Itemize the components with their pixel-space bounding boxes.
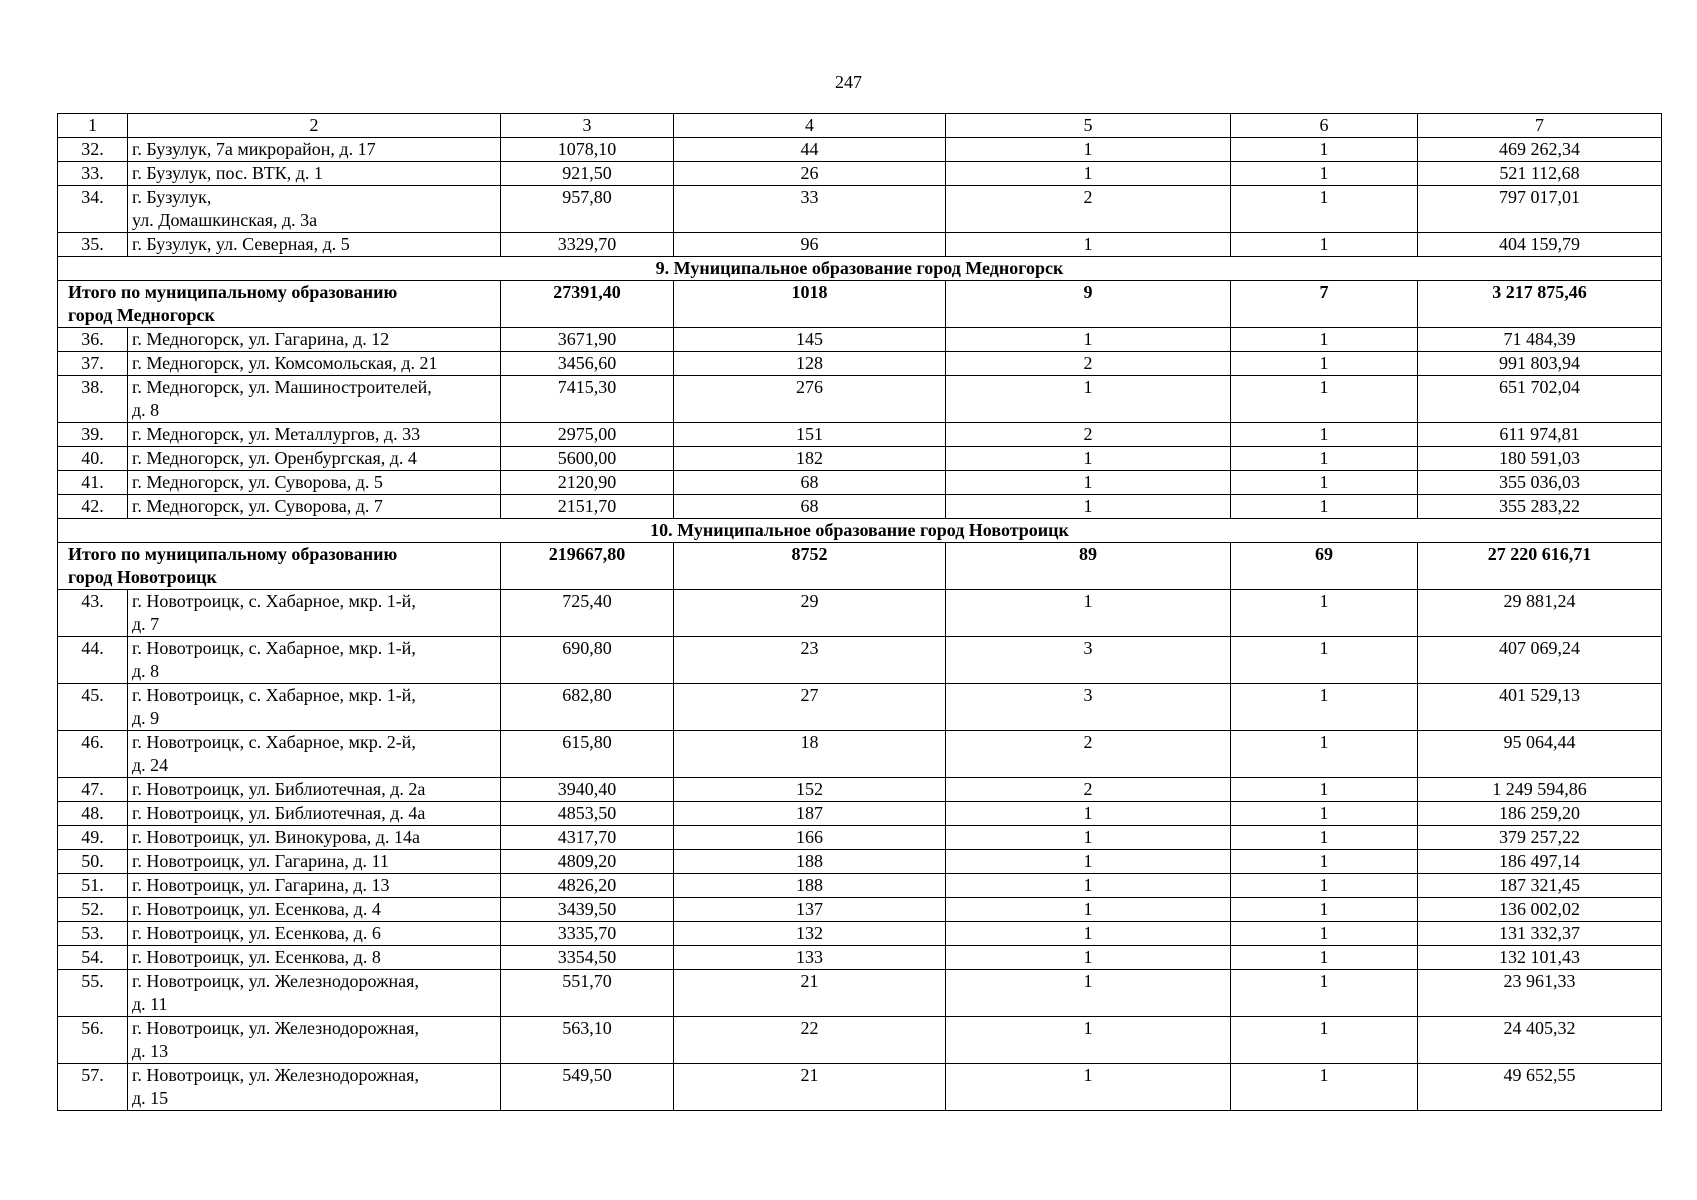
value-cell-c5: 1	[946, 850, 1231, 874]
total-row	[58, 543, 1662, 590]
cell-line: г. Новотроицк, ул. Есенкова, д. 8	[132, 947, 381, 967]
page-number: 247	[835, 72, 862, 92]
value-cell-c6: 1	[1231, 946, 1418, 970]
value-cell-c3: 4826,20	[501, 874, 674, 898]
address-cell	[128, 1064, 501, 1111]
table-row	[58, 471, 1662, 495]
value-cell-c7: 71 484,39	[1418, 328, 1662, 352]
cell-line: д. 9	[132, 708, 160, 728]
value-cell-c4: 21	[674, 970, 946, 1017]
value-cell-c5: 2	[946, 423, 1231, 447]
address-cell	[128, 447, 501, 471]
row-number: 34.	[58, 186, 128, 233]
table-row	[58, 1017, 1662, 1064]
table-row	[58, 590, 1662, 637]
value-cell-c7: 521 112,68	[1418, 162, 1662, 186]
total-value-c7: 27 220 616,71	[1418, 543, 1662, 590]
total-value-c5: 9	[946, 281, 1231, 328]
cell-line: Итого по муниципальному образованию	[68, 544, 398, 564]
address-cell	[128, 186, 501, 233]
value-cell-c7: 404 159,79	[1418, 233, 1662, 257]
value-cell-c3: 2120,90	[501, 471, 674, 495]
value-cell-c3: 921,50	[501, 162, 674, 186]
value-cell-c7: 379 257,22	[1418, 826, 1662, 850]
value-cell-c3: 690,80	[501, 637, 674, 684]
value-cell-c3: 4809,20	[501, 850, 674, 874]
address-cell	[128, 874, 501, 898]
address-cell	[128, 590, 501, 637]
value-cell-c7: 407 069,24	[1418, 637, 1662, 684]
table-row	[58, 826, 1662, 850]
value-cell-c3: 3354,50	[501, 946, 674, 970]
value-cell-c3: 3456,60	[501, 352, 674, 376]
address-cell	[128, 1017, 501, 1064]
cell-line: д. 13	[132, 1041, 169, 1061]
address-cell	[128, 826, 501, 850]
value-cell-c4: 44	[674, 138, 946, 162]
section-title: 9. Муниципальное образование город Медногорск	[58, 257, 1662, 281]
cell-line: г. Медногорск, ул. Машиностроителей,	[132, 377, 432, 397]
value-cell-c6: 1	[1231, 731, 1418, 778]
value-cell-c3: 551,70	[501, 970, 674, 1017]
value-cell-c5: 1	[946, 898, 1231, 922]
value-cell-c6: 1	[1231, 328, 1418, 352]
value-cell-c5: 3	[946, 684, 1231, 731]
cell-line: д. 7	[132, 614, 160, 634]
table-body	[58, 114, 1662, 1111]
value-cell-c5: 1	[946, 495, 1231, 519]
row-number: 40.	[58, 447, 128, 471]
value-cell-c3: 3940,40	[501, 778, 674, 802]
row-number: 50.	[58, 850, 128, 874]
cell-line: г. Медногорск, ул. Оренбургская, д. 4	[132, 448, 417, 468]
value-cell-c3: 5600,00	[501, 447, 674, 471]
value-cell-c4: 22	[674, 1017, 946, 1064]
table-row	[58, 423, 1662, 447]
value-cell-c6: 1	[1231, 850, 1418, 874]
cell-line: д. 8	[132, 400, 160, 420]
value-cell-c5: 1	[946, 162, 1231, 186]
value-cell-c6: 1	[1231, 233, 1418, 257]
value-cell-c4: 145	[674, 328, 946, 352]
value-cell-c7: 355 036,03	[1418, 471, 1662, 495]
table-row	[58, 233, 1662, 257]
cell-line: г. Новотроицк, ул. Гагарина, д. 11	[132, 851, 389, 871]
total-value-c4: 8752	[674, 543, 946, 590]
value-cell-c3: 2975,00	[501, 423, 674, 447]
cell-line: Итого по муниципальному образованию	[68, 282, 398, 302]
value-cell-c3: 1078,10	[501, 138, 674, 162]
total-value-c7: 3 217 875,46	[1418, 281, 1662, 328]
table-row	[58, 447, 1662, 471]
row-number: 41.	[58, 471, 128, 495]
value-cell-c3: 7415,30	[501, 376, 674, 423]
value-cell-c6: 1	[1231, 1017, 1418, 1064]
value-cell-c4: 133	[674, 946, 946, 970]
value-cell-c7: 611 974,81	[1418, 423, 1662, 447]
value-cell-c6: 1	[1231, 352, 1418, 376]
value-cell-c3: 957,80	[501, 186, 674, 233]
cell-line: д. 11	[132, 994, 168, 1014]
address-cell	[128, 898, 501, 922]
value-cell-c6: 1	[1231, 922, 1418, 946]
value-cell-c4: 276	[674, 376, 946, 423]
value-cell-c5: 1	[946, 233, 1231, 257]
cell-line: г. Бузулук, ул. Северная, д. 5	[132, 234, 350, 254]
address-cell	[128, 946, 501, 970]
row-number: 38.	[58, 376, 128, 423]
value-cell-c5: 1	[946, 922, 1231, 946]
row-number: 47.	[58, 778, 128, 802]
value-cell-c6: 1	[1231, 471, 1418, 495]
cell-line: г. Новотроицк, с. Хабарное, мкр. 1-й,	[132, 638, 416, 658]
table-row	[58, 328, 1662, 352]
table-row	[58, 637, 1662, 684]
table-row	[58, 186, 1662, 233]
cell-line: г. Новотроицк, с. Хабарное, мкр. 1-й,	[132, 591, 416, 611]
table-row	[58, 850, 1662, 874]
value-cell-c7: 469 262,34	[1418, 138, 1662, 162]
total-label	[58, 543, 501, 590]
row-number: 42.	[58, 495, 128, 519]
address-cell	[128, 637, 501, 684]
value-cell-c4: 166	[674, 826, 946, 850]
value-cell-c6: 1	[1231, 1064, 1418, 1111]
row-number: 53.	[58, 922, 128, 946]
value-cell-c3: 563,10	[501, 1017, 674, 1064]
value-cell-c5: 1	[946, 328, 1231, 352]
row-number: 39.	[58, 423, 128, 447]
section-header-row	[58, 257, 1662, 281]
address-cell	[128, 731, 501, 778]
total-row	[58, 281, 1662, 328]
value-cell-c6: 1	[1231, 447, 1418, 471]
table-row	[58, 874, 1662, 898]
address-cell	[128, 162, 501, 186]
value-cell-c5: 2	[946, 352, 1231, 376]
table-row	[58, 138, 1662, 162]
value-cell-c4: 23	[674, 637, 946, 684]
value-cell-c4: 152	[674, 778, 946, 802]
cell-line: г. Новотроицк, ул. Гагарина, д. 13	[132, 875, 390, 895]
address-cell	[128, 352, 501, 376]
value-cell-c5: 1	[946, 970, 1231, 1017]
table-row	[58, 684, 1662, 731]
value-cell-c5: 2	[946, 186, 1231, 233]
value-cell-c5: 1	[946, 376, 1231, 423]
total-value-c4: 1018	[674, 281, 946, 328]
value-cell-c4: 187	[674, 802, 946, 826]
row-number: 55.	[58, 970, 128, 1017]
address-cell	[128, 970, 501, 1017]
row-number: 57.	[58, 1064, 128, 1111]
cell-line: д. 24	[132, 755, 169, 775]
value-cell-c4: 26	[674, 162, 946, 186]
value-cell-c7: 136 002,02	[1418, 898, 1662, 922]
value-cell-c6: 1	[1231, 138, 1418, 162]
value-cell-c4: 68	[674, 495, 946, 519]
value-cell-c3: 682,80	[501, 684, 674, 731]
total-value-c6: 7	[1231, 281, 1418, 328]
value-cell-c7: 186 259,20	[1418, 802, 1662, 826]
value-cell-c3: 549,50	[501, 1064, 674, 1111]
cell-line: г. Медногорск, ул. Металлургов, д. 33	[132, 424, 421, 444]
table-row	[58, 922, 1662, 946]
row-number: 56.	[58, 1017, 128, 1064]
cell-line: д. 15	[132, 1088, 169, 1108]
value-cell-c6: 1	[1231, 495, 1418, 519]
value-cell-c3: 3335,70	[501, 922, 674, 946]
cell-line: г. Бузулук, пос. ВТК, д. 1	[132, 163, 323, 183]
cell-line: г. Медногорск, ул. Гагарина, д. 12	[132, 329, 390, 349]
row-number: 35.	[58, 233, 128, 257]
table-row	[58, 970, 1662, 1017]
row-number: 46.	[58, 731, 128, 778]
value-cell-c5: 2	[946, 731, 1231, 778]
value-cell-c5: 1	[946, 826, 1231, 850]
column-header: 6	[1231, 114, 1418, 138]
value-cell-c6: 1	[1231, 802, 1418, 826]
data-table	[57, 113, 1662, 1111]
value-cell-c3: 4317,70	[501, 826, 674, 850]
value-cell-c6: 1	[1231, 590, 1418, 637]
value-cell-c7: 49 652,55	[1418, 1064, 1662, 1111]
cell-line: г. Медногорск, ул. Суворова, д. 7	[132, 496, 383, 516]
value-cell-c6: 1	[1231, 778, 1418, 802]
section-title: 10. Муниципальное образование город Новотроицк	[58, 519, 1662, 543]
value-cell-c4: 151	[674, 423, 946, 447]
value-cell-c5: 1	[946, 138, 1231, 162]
value-cell-c4: 188	[674, 850, 946, 874]
address-cell	[128, 423, 501, 447]
table-row	[58, 731, 1662, 778]
value-cell-c5: 1	[946, 447, 1231, 471]
cell-line: г. Новотроицк, ул. Библиотечная, д. 4а	[132, 803, 426, 823]
value-cell-c6: 1	[1231, 826, 1418, 850]
total-value-c5: 89	[946, 543, 1231, 590]
value-cell-c5: 3	[946, 637, 1231, 684]
total-value-c6: 69	[1231, 543, 1418, 590]
value-cell-c7: 797 017,01	[1418, 186, 1662, 233]
value-cell-c4: 128	[674, 352, 946, 376]
table-row	[58, 376, 1662, 423]
cell-line: д. 8	[132, 661, 160, 681]
value-cell-c4: 33	[674, 186, 946, 233]
cell-line: г. Новотроицк, ул. Есенкова, д. 6	[132, 923, 381, 943]
cell-line: город Новотроицк	[68, 567, 217, 587]
value-cell-c3: 3329,70	[501, 233, 674, 257]
value-cell-c6: 1	[1231, 898, 1418, 922]
table-row	[58, 802, 1662, 826]
column-header: 7	[1418, 114, 1662, 138]
address-cell	[128, 328, 501, 352]
value-cell-c3: 615,80	[501, 731, 674, 778]
value-cell-c7: 131 332,37	[1418, 922, 1662, 946]
column-header: 5	[946, 114, 1231, 138]
value-cell-c7: 355 283,22	[1418, 495, 1662, 519]
address-cell	[128, 850, 501, 874]
value-cell-c6: 1	[1231, 423, 1418, 447]
address-cell	[128, 684, 501, 731]
row-number: 52.	[58, 898, 128, 922]
value-cell-c4: 18	[674, 731, 946, 778]
row-number: 33.	[58, 162, 128, 186]
value-cell-c7: 95 064,44	[1418, 731, 1662, 778]
cell-line: г. Новотроицк, ул. Есенкова, д. 4	[132, 899, 381, 919]
table-row	[58, 1064, 1662, 1111]
cell-line: ул. Домашкинская, д. 3а	[132, 210, 318, 230]
cell-line: г. Новотроицк, с. Хабарное, мкр. 2-й,	[132, 732, 416, 752]
table-row	[58, 946, 1662, 970]
column-header: 1	[58, 114, 128, 138]
column-header: 4	[674, 114, 946, 138]
address-cell	[128, 778, 501, 802]
value-cell-c6: 1	[1231, 874, 1418, 898]
value-cell-c4: 27	[674, 684, 946, 731]
value-cell-c6: 1	[1231, 637, 1418, 684]
row-number: 32.	[58, 138, 128, 162]
cell-line: г. Новотроицк, ул. Железнодорожная,	[132, 1018, 419, 1038]
value-cell-c6: 1	[1231, 376, 1418, 423]
value-cell-c7: 23 961,33	[1418, 970, 1662, 1017]
value-cell-c5: 1	[946, 1017, 1231, 1064]
cell-line: г. Медногорск, ул. Суворова, д. 5	[132, 472, 383, 492]
table-row	[58, 778, 1662, 802]
row-number: 37.	[58, 352, 128, 376]
cell-line: г. Новотроицк, ул. Винокурова, д. 14а	[132, 827, 420, 847]
table-row	[58, 495, 1662, 519]
value-cell-c5: 2	[946, 778, 1231, 802]
value-cell-c6: 1	[1231, 970, 1418, 1017]
value-cell-c7: 29 881,24	[1418, 590, 1662, 637]
column-header: 3	[501, 114, 674, 138]
value-cell-c7: 1 249 594,86	[1418, 778, 1662, 802]
row-number: 49.	[58, 826, 128, 850]
address-cell	[128, 233, 501, 257]
value-cell-c5: 1	[946, 1064, 1231, 1111]
table-row	[58, 352, 1662, 376]
value-cell-c4: 29	[674, 590, 946, 637]
address-cell	[128, 471, 501, 495]
row-number: 45.	[58, 684, 128, 731]
address-cell	[128, 802, 501, 826]
value-cell-c4: 137	[674, 898, 946, 922]
section-header-row	[58, 519, 1662, 543]
value-cell-c6: 1	[1231, 186, 1418, 233]
value-cell-c4: 182	[674, 447, 946, 471]
value-cell-c5: 1	[946, 874, 1231, 898]
cell-line: г. Новотроицк, ул. Железнодорожная,	[132, 971, 419, 991]
column-header: 2	[128, 114, 501, 138]
value-cell-c4: 68	[674, 471, 946, 495]
value-cell-c6: 1	[1231, 162, 1418, 186]
row-number: 36.	[58, 328, 128, 352]
value-cell-c7: 401 529,13	[1418, 684, 1662, 731]
table-row	[58, 162, 1662, 186]
value-cell-c7: 186 497,14	[1418, 850, 1662, 874]
address-cell	[128, 495, 501, 519]
value-cell-c7: 132 101,43	[1418, 946, 1662, 970]
value-cell-c7: 991 803,94	[1418, 352, 1662, 376]
address-cell	[128, 922, 501, 946]
table-row	[58, 898, 1662, 922]
row-number: 54.	[58, 946, 128, 970]
cell-line: г. Новотроицк, ул. Железнодорожная,	[132, 1065, 419, 1085]
value-cell-c3: 3439,50	[501, 898, 674, 922]
value-cell-c3: 2151,70	[501, 495, 674, 519]
row-number: 43.	[58, 590, 128, 637]
cell-line: г. Бузулук,	[132, 187, 212, 207]
address-cell	[128, 138, 501, 162]
value-cell-c7: 24 405,32	[1418, 1017, 1662, 1064]
value-cell-c7: 651 702,04	[1418, 376, 1662, 423]
value-cell-c7: 180 591,03	[1418, 447, 1662, 471]
cell-line: г. Бузулук, 7а микрорайон, д. 17	[132, 139, 376, 159]
value-cell-c6: 1	[1231, 684, 1418, 731]
value-cell-c5: 1	[946, 471, 1231, 495]
value-cell-c3: 3671,90	[501, 328, 674, 352]
value-cell-c3: 4853,50	[501, 802, 674, 826]
value-cell-c4: 96	[674, 233, 946, 257]
value-cell-c7: 187 321,45	[1418, 874, 1662, 898]
cell-line: г. Медногорск, ул. Комсомольская, д. 21	[132, 353, 438, 373]
total-value-c3: 219667,80	[501, 543, 674, 590]
cell-line: город Медногорск	[68, 305, 215, 325]
cell-line: г. Новотроицк, ул. Библиотечная, д. 2а	[132, 779, 426, 799]
row-number: 48.	[58, 802, 128, 826]
value-cell-c3: 725,40	[501, 590, 674, 637]
address-cell	[128, 376, 501, 423]
cell-line: г. Новотроицк, с. Хабарное, мкр. 1-й,	[132, 685, 416, 705]
value-cell-c5: 1	[946, 946, 1231, 970]
value-cell-c4: 188	[674, 874, 946, 898]
total-label	[58, 281, 501, 328]
value-cell-c5: 1	[946, 590, 1231, 637]
value-cell-c5: 1	[946, 802, 1231, 826]
total-value-c3: 27391,40	[501, 281, 674, 328]
value-cell-c4: 132	[674, 922, 946, 946]
column-number-row	[58, 114, 1662, 138]
row-number: 44.	[58, 637, 128, 684]
row-number: 51.	[58, 874, 128, 898]
value-cell-c4: 21	[674, 1064, 946, 1111]
